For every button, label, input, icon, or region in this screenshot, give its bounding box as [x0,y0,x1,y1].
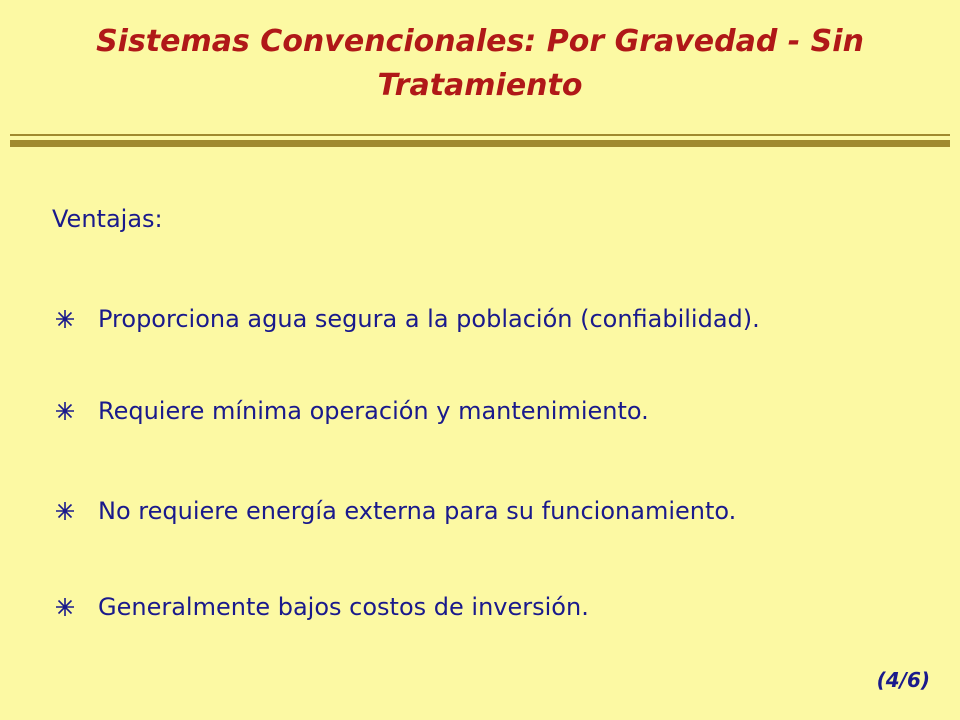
bullet-text: Proporciona agua segura a la población (confiabilidad). [98,305,760,333]
page-number: (4/6) [876,668,930,692]
star-burst-icon [54,308,76,330]
bullet-item [54,497,736,525]
title-divider-thick [10,140,950,147]
title-divider-thin [10,134,950,136]
bullet-text: No requiere energía externa para su funcionamiento. [98,497,737,525]
bullet-text: Generalmente bajos costos de inversión. [98,593,589,621]
bullet-item [54,593,589,621]
slide-title: Sistemas Convencionales: Por Gravedad - Sin Tratamiento [96,24,864,103]
bullet-item [54,305,760,333]
star-burst-icon [54,500,76,522]
section-label: Ventajas: [52,205,163,233]
star-burst-icon [54,400,76,422]
bullet-item [54,397,649,425]
star-burst-icon [54,596,76,618]
bullet-text: Requiere mínima operación y mantenimiento. [98,397,649,425]
